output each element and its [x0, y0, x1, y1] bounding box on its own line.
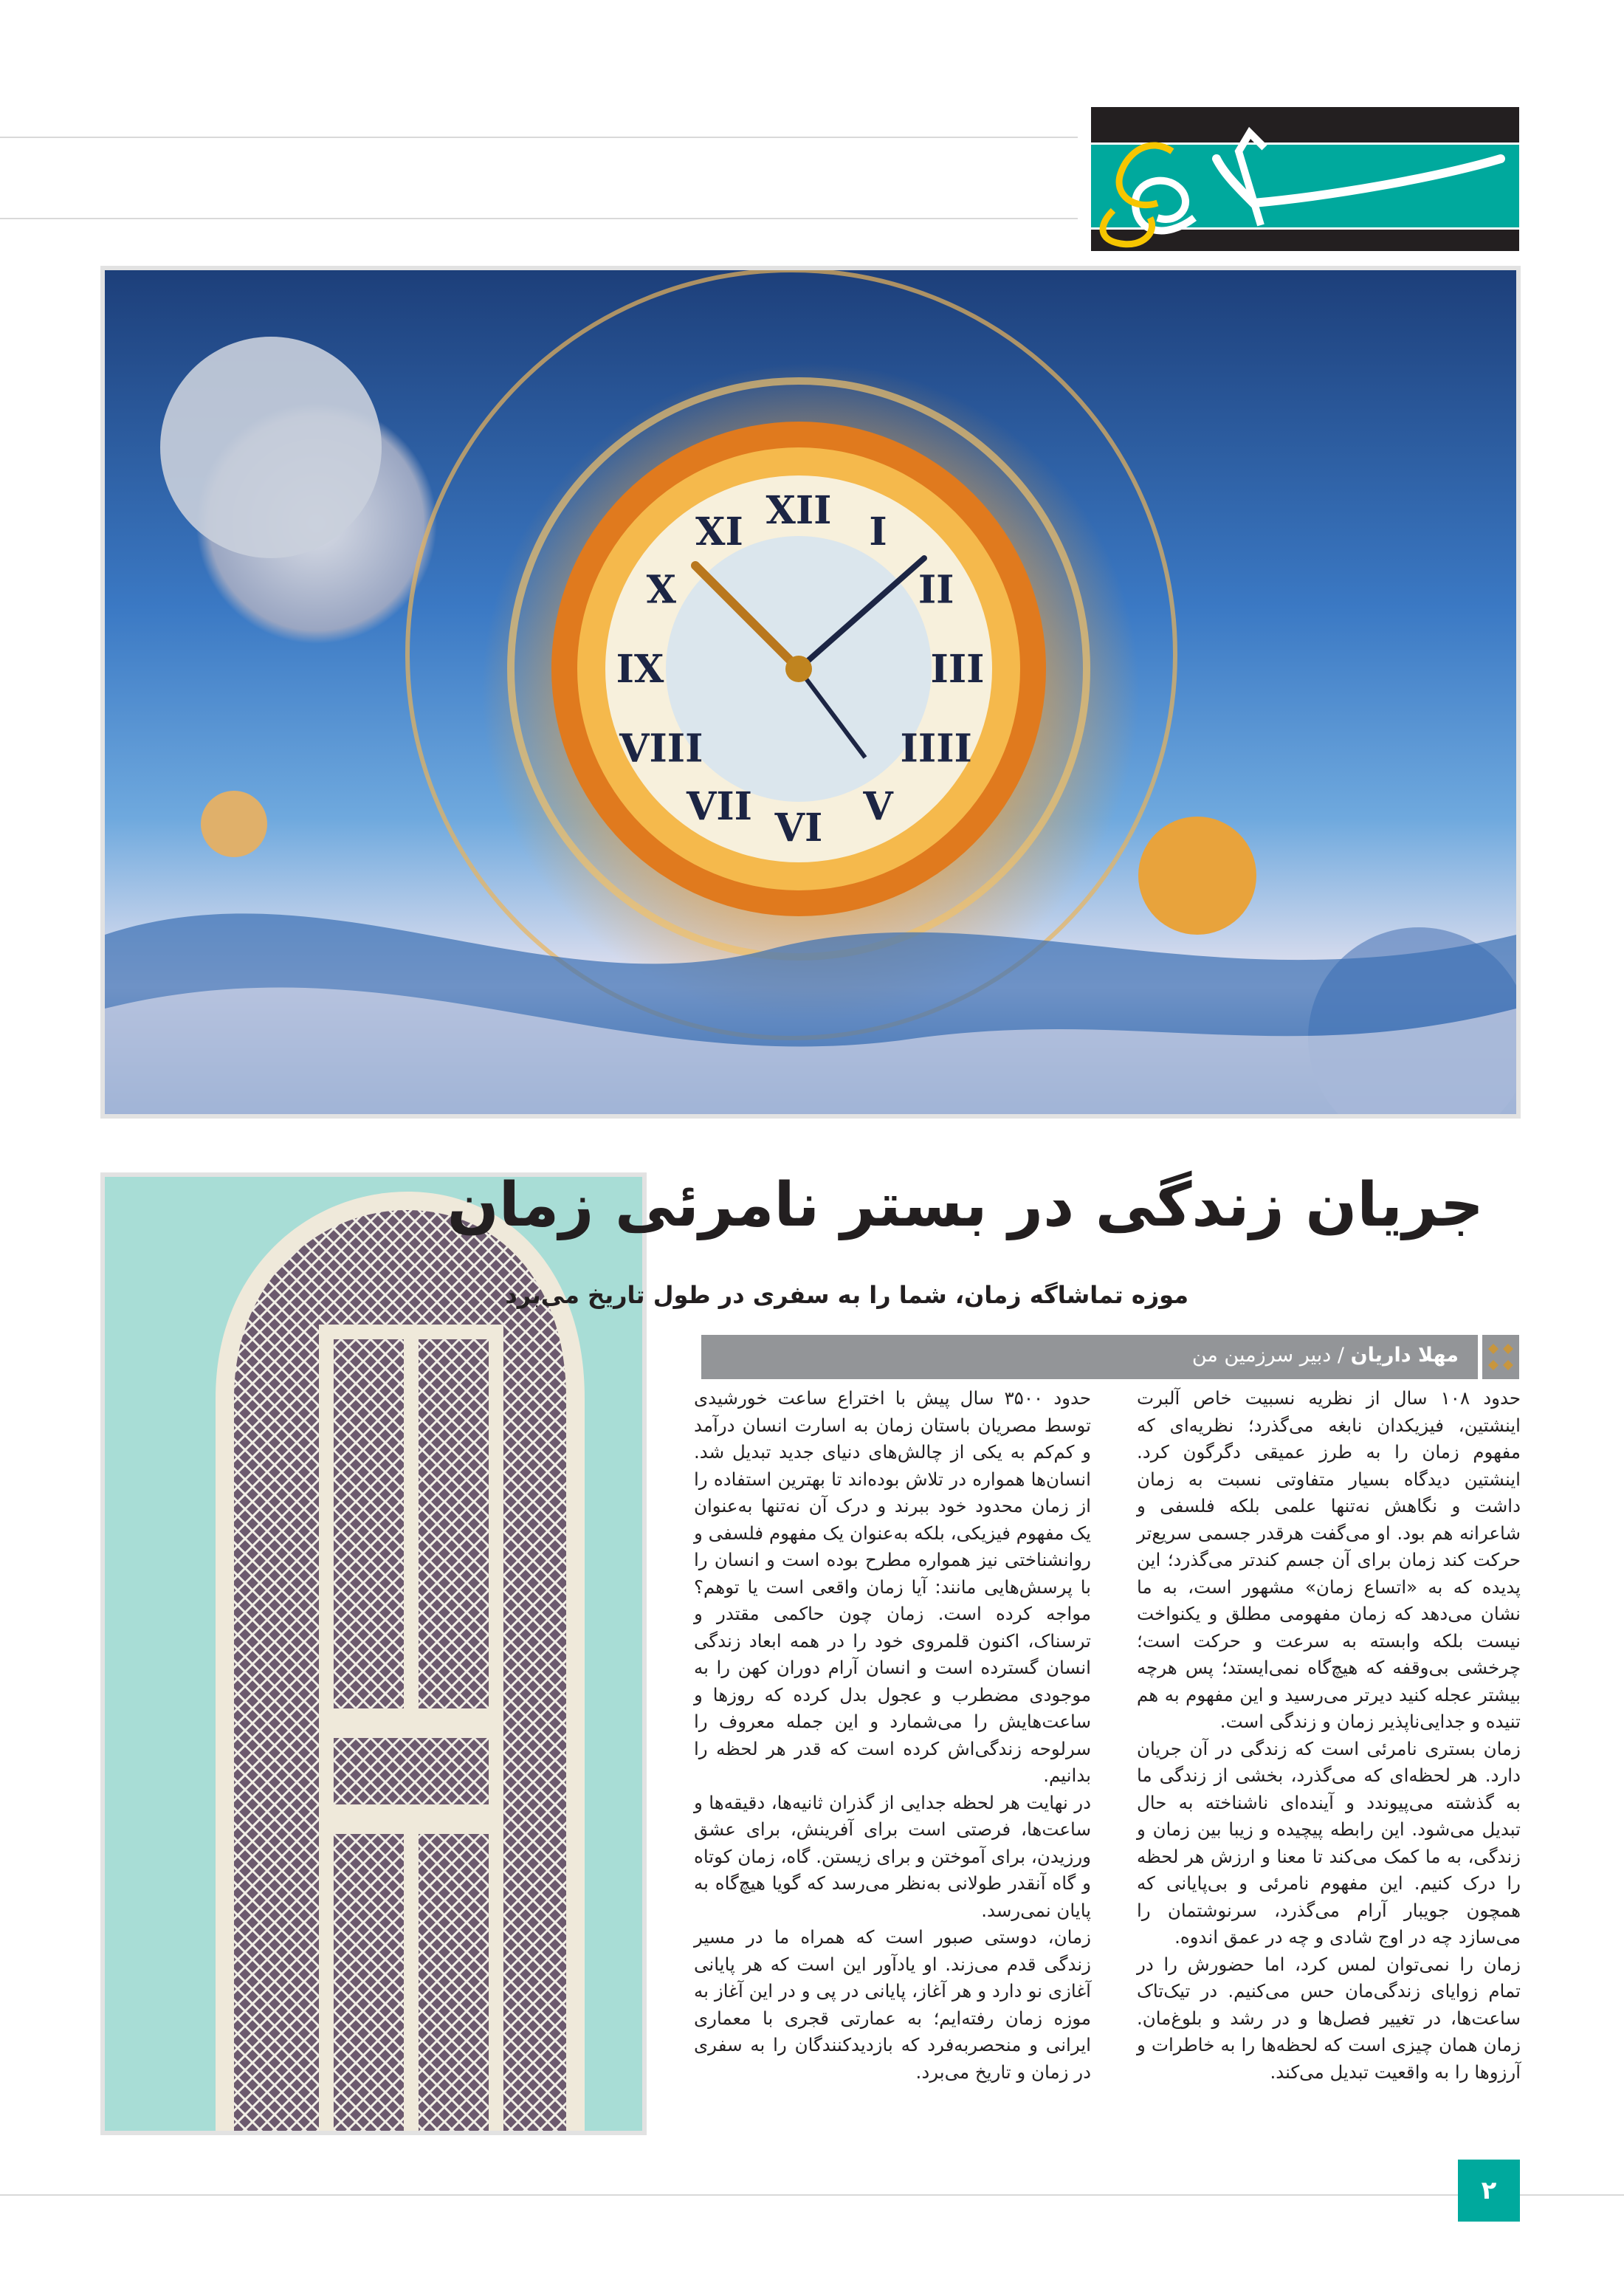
- paragraph: زمان، دوستی صبور است که همراه ما در مسیر زندگی قدم می‌زند. او یادآور این است که هر پایانی آغازی نو دارد و هر آغاز، پایانی در پی و در این آغاز به موزه زمان رفته‌ایم؛ به عمارتی قجری با معماری ایرانی و منحصربه‌فرد که بازدیدکنندگان را به سفری در زمان و تاریخ می‌برد.: [694, 1926, 1091, 2083]
- paragraph: حدود ۳۵۰۰ سال پیش با اختراع ساعت خورشیدی توسط مصریان باستان زمان به اسارت انسان درآمد و کم‌کم به یکی از چالش‌های دنیای جدید تبدیل شد. انسان‌ها همواره در تلاش بوده‌اند تا بهترین استفاده را از زمان محدود خود ببرند و درک آن نه‌تنها به‌عنوان یک مفهوم فیزیکی، بلکه به‌عنوان یک مفهوم فلسفی و روانشناختی نیز همواره مطرح بوده است و انسان را با پرسش‌هایی مانند: آیا زمان واقعی است یا توهم؟ مواجه کرده است. زمان چون حاکمی مقتدر و ترسناک، اکنون قلمروی خود را در همه ابعاد زندگی انسان گسترده است و انسان آرام دوران کهن را به موجودی مضطرب و عجول بدل کرده که روزها و ساعت‌هایش را می‌شمارد و این جمله معروف را سرلوحه زندگی‌اش کرده است که قدر هر لحظه را بدانیم.: [694, 1387, 1091, 1786]
- article-column-right: [1137, 1385, 1521, 2086]
- header-rule-bottom: [0, 218, 1078, 219]
- clock-numeral: I: [869, 509, 887, 554]
- clock-numeral: X: [646, 567, 676, 613]
- page-number: ۲: [1458, 2160, 1520, 2222]
- article-title: جریان زندگی در بستر نامرئی زمان: [447, 1170, 1484, 1240]
- clock-numeral: II: [918, 567, 954, 613]
- author-role: / دبیر سرزمین من: [1191, 1344, 1351, 1367]
- hero-clock-image: [100, 266, 1521, 1119]
- paragraph: در نهایت هر لحظه جدایی از گذران ثانیه‌ها، دقیقه‌ها و ساعت‌ها، فرصتی است برای آفرینش، برای عشق ورزیدن، برای آموختن و برای زیستن. گاه، زمان کوتاه و گاه آنقدر طولانی به‌نظر می‌رسد که گویا هیچ‌گاه به پایان نمی‌رسد.: [694, 1791, 1091, 1921]
- clock-numeral: V: [863, 784, 893, 830]
- clock-numeral: VIII: [619, 726, 703, 772]
- author-byline: [701, 1335, 1478, 1379]
- masthead-logo: [1091, 107, 1519, 251]
- clock-numeral: VI: [774, 805, 823, 851]
- clock-numeral: XII: [765, 488, 832, 533]
- author-name: مهلا داریان: [1350, 1344, 1459, 1367]
- paragraph: زمان بستری نامرئی است که زندگی در آن جریان دارد. هر لحظه‌ای که می‌گذرد، بخشی از زندگی ما به گذشته می‌پیوندد و آینده‌ای ناشناخته به حال تبدیل می‌شود. این رابطه پیچیده و زیبا بین زمان و زندگی، به ما کمک می‌کند تا معنا و ارزش هر لحظه را درک کنیم. این مفهوم نامرئی و بی‌پایانی که همچون جویبار آرام می‌گذرد، سرنوشتمان را می‌سازد چه در اوج شادی و چه در عمق اندوه.: [1137, 1737, 1521, 1948]
- ornament-icon: [1482, 1335, 1519, 1379]
- paragraph: حدود ۱۰۸ سال از نظریه نسبیت خاص آلبرت اینشتین، فیزیکدان نابغه می‌گذرد؛ نظریه‌ای که مفهوم زمان را به طرز عمیقی دگرگون کرد. اینشتین دیدگاه بسیار متفاوتی نسبت به زمان داشت و نگاهش نه‌تنها علمی بلکه فلسفی و شاعرانه هم بود. او می‌گفت هرقدر جسمی سریع‌تر حرکت کند زمان برای آن جسم کندتر می‌گذرد؛ این پدیده که به «اتساع زمان» مشهور است، به ما نشان می‌دهد که زمان مفهومی مطلق و یکنواخت نیست بلکه وابسته به سرعت و حرکت است؛ چرخشی بی‌وقفه که هیچ‌گاه نمی‌ایستد؛ پس هرچه بیشتر عجله کنید دیرتر می‌رسید و این مفهوم به هم تنیده و جدایی‌ناپذیر زمان و زندگی است.: [1137, 1387, 1521, 1732]
- clock-numeral: IIII: [900, 726, 972, 772]
- footer-rule: [0, 2194, 1624, 2196]
- window-lattice-image: [100, 1172, 647, 2135]
- clock-numeral: III: [930, 647, 985, 692]
- clock-numeral: XI: [695, 509, 743, 554]
- paragraph: زمان را نمی‌توان لمس کرد، اما حضورش را در تمام زوایای زندگی‌مان حس می‌کنیم. در تیک‌تاک ساعت‌ها، در تغییر فصل‌ها و در رشد و بلوغ‌مان. زمان همان چیزی است که لحظه‌ها را به خاطرات و آرزوها را به واقعیت تبدیل می‌کند.: [1137, 1953, 1521, 2083]
- header-rule-top: [0, 137, 1078, 138]
- article-column-left: [694, 1385, 1091, 2086]
- clock-numeral: VII: [687, 784, 752, 830]
- article-subtitle: موزه تماشاگه زمان، شما را به سفری در طول تاریخ می‌برد: [505, 1281, 1188, 1309]
- clock-numeral: IX: [616, 647, 664, 692]
